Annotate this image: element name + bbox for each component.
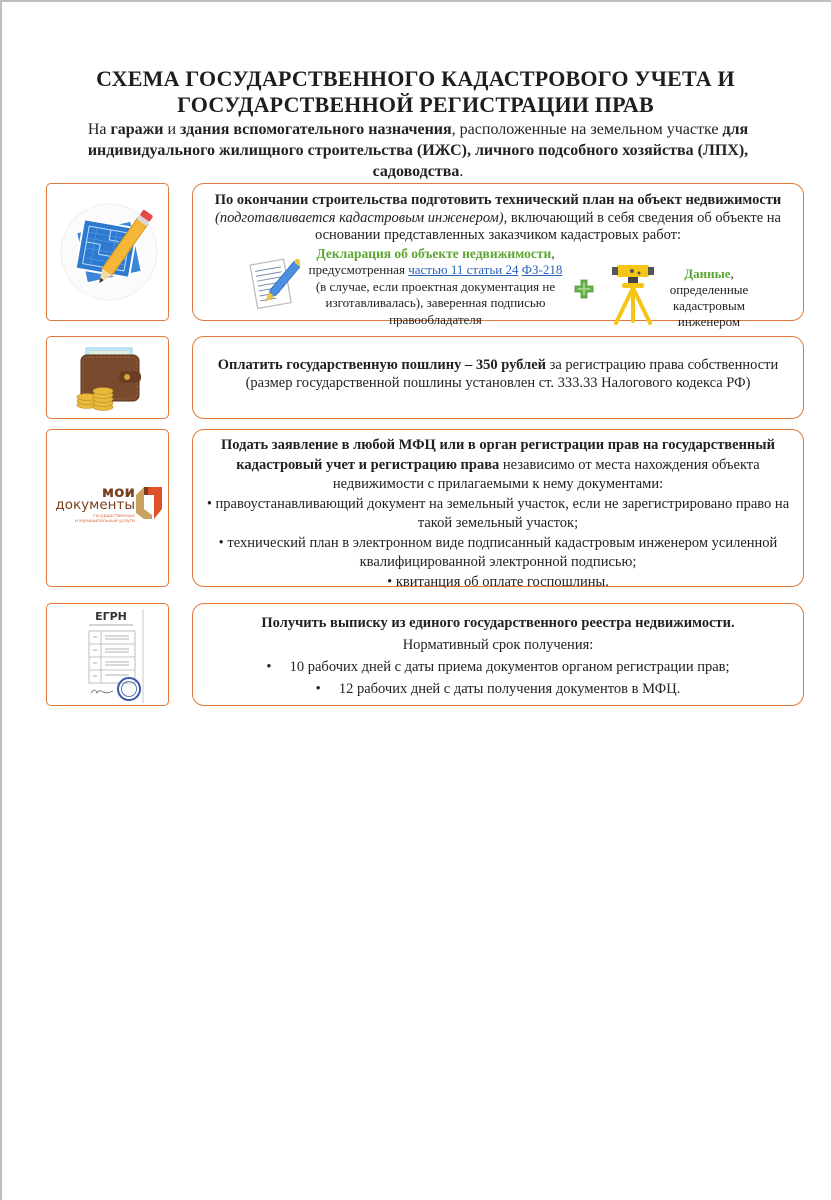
logo-line-1: мои <box>101 483 135 501</box>
step-2-description <box>193 357 803 375</box>
moi-dokumenty-logo <box>43 483 135 524</box>
document-bullet: • правоустанавливающий документ на земельный участок, если не зарегистрировано право на такой земельный участок; <box>206 495 790 531</box>
plus-icon <box>574 279 594 299</box>
theodolite-tripod-icon <box>608 259 658 325</box>
document-bullet-text: правоустанавливающий документ на земельный участок, если не зарегистрировано право на такой земельный участок; <box>215 495 790 531</box>
declaration-comma: , <box>551 245 555 261</box>
step-3-icon-box <box>46 429 169 587</box>
step-2-icon-box <box>46 336 169 419</box>
step-2-text: за регистрацию права собственности <box>546 357 779 373</box>
step-1-text-box <box>192 183 804 329</box>
step-4-text-box <box>192 603 804 706</box>
title-line-1: СХЕМА ГОСУДАРСТВЕННОГО КАДАСТРОВОГО УЧЕТА И <box>96 66 735 91</box>
step-3-heading: Подать заявление в любой МФЦ или в орган регистрации прав на государственный кадастровый учет и регистрацию права <box>221 437 775 473</box>
declaration-post-link: (в случае, если проектная документация не изготавливалась), заверенная подписью правообладателя <box>315 278 556 327</box>
step-4-subheading: Нормативный срок получения: <box>402 637 594 653</box>
document-bullet-text: квитанция об оплате госпошлины. <box>395 573 609 590</box>
egrn-label: ЕГРН <box>95 610 127 623</box>
engineer-data-text <box>663 266 755 330</box>
step-1-text: , включающий в себя сведения об объекте на основании представленных заказчиком кадастровых работ: <box>314 209 781 243</box>
logo-small-2: и муниципальные услуги <box>74 519 135 524</box>
step-1-heading: По окончании строительства подготовить технический план на объект недвижимости <box>214 192 782 208</box>
logo-small-1: государственные <box>93 514 135 519</box>
title-line-2: ГОСУДАРСТВЕННОЙ РЕГИСТРАЦИИ ПРАВ <box>177 92 654 117</box>
subtitle-bold: гаражи <box>110 121 164 138</box>
step-3-description <box>193 436 803 495</box>
subtitle-text: . <box>459 163 464 180</box>
step-3-text: независимо от места нахождения объекта недвижимости с прилагаемыми к нему документами: <box>332 456 760 492</box>
deadline-bullet-text: 12 рабочих дней с даты получения документов в МФЦ. <box>338 681 681 697</box>
step-1-italic-note: (подготавливается кадастровым инженером) <box>215 209 504 226</box>
subtitle-bold: здания вспомогательного назначения <box>180 121 452 138</box>
engineer-data-description: определенные кадастровым инженером <box>669 281 749 329</box>
page-title <box>40 66 791 118</box>
step-1-icon-box <box>46 183 169 321</box>
law-fz218-link[interactable]: ФЗ-218 <box>521 262 563 277</box>
subtitle-bold: для индивидуального жилищного строительства (ИЖС), личного подсобного хозяйства (ЛПХ), садоводства <box>87 121 749 180</box>
moi-dokumenty-emblem-icon <box>136 487 162 519</box>
blueprint-pencil-icon <box>59 196 159 308</box>
step-2-text-box <box>192 336 804 419</box>
engineer-data-title: Данные <box>684 265 731 281</box>
step-4-heading-line <box>193 612 803 634</box>
subtitle-text: и <box>163 121 181 138</box>
wallet-coins-icon <box>69 343 149 413</box>
page-subtitle <box>48 119 788 182</box>
document-bullet: • квитанция об оплате госпошлины. <box>387 573 609 590</box>
declaration-title: Декларация об объекте недвижимости <box>316 245 552 261</box>
subtitle-text: , расположенные на земельном участке <box>451 121 723 138</box>
document-bullet: • технический план в электронном виде подписанный кадастровым инженером усиленной квалифицированной электронной подписью; <box>218 534 778 570</box>
step-2-heading: Оплатить государственную пошлину – 350 рублей <box>217 357 546 373</box>
step-4-icon-box <box>46 603 169 706</box>
step-3-text-box <box>192 429 804 590</box>
step-2-note: (размер государственной пошлины установлен ст. 333.33 Налогового кодекса РФ) <box>245 374 751 391</box>
document-bullet-text: технический план в электронном виде подписанный кадастровым инженером усиленной квалифицированной электронной подписью; <box>227 534 778 570</box>
logo-line-2: документы <box>55 497 135 513</box>
step-1-description <box>193 192 803 245</box>
law-article-link[interactable]: частью 11 статьи 24 <box>408 262 519 277</box>
egrn-extract-icon <box>77 607 147 703</box>
step-4-heading: Получить выписку из единого государственного реестра недвижимости. <box>261 615 735 631</box>
deadline-bullet: • 12 рабочих дней с даты получения документов в МФЦ. <box>315 681 681 697</box>
declaration-text <box>308 246 563 329</box>
document-pen-icon <box>248 256 300 314</box>
subtitle-text: На <box>87 121 111 138</box>
deadline-bullet: • 10 рабочих дней с даты приема документов органом регистрации прав; <box>266 659 730 675</box>
engineer-data-comma: , <box>730 265 734 281</box>
declaration-pre-link: предусмотренная <box>308 262 409 277</box>
step-1-components <box>193 245 803 329</box>
deadline-bullet-text: 10 рабочих дней с даты приема документов органом регистрации прав; <box>289 659 730 675</box>
